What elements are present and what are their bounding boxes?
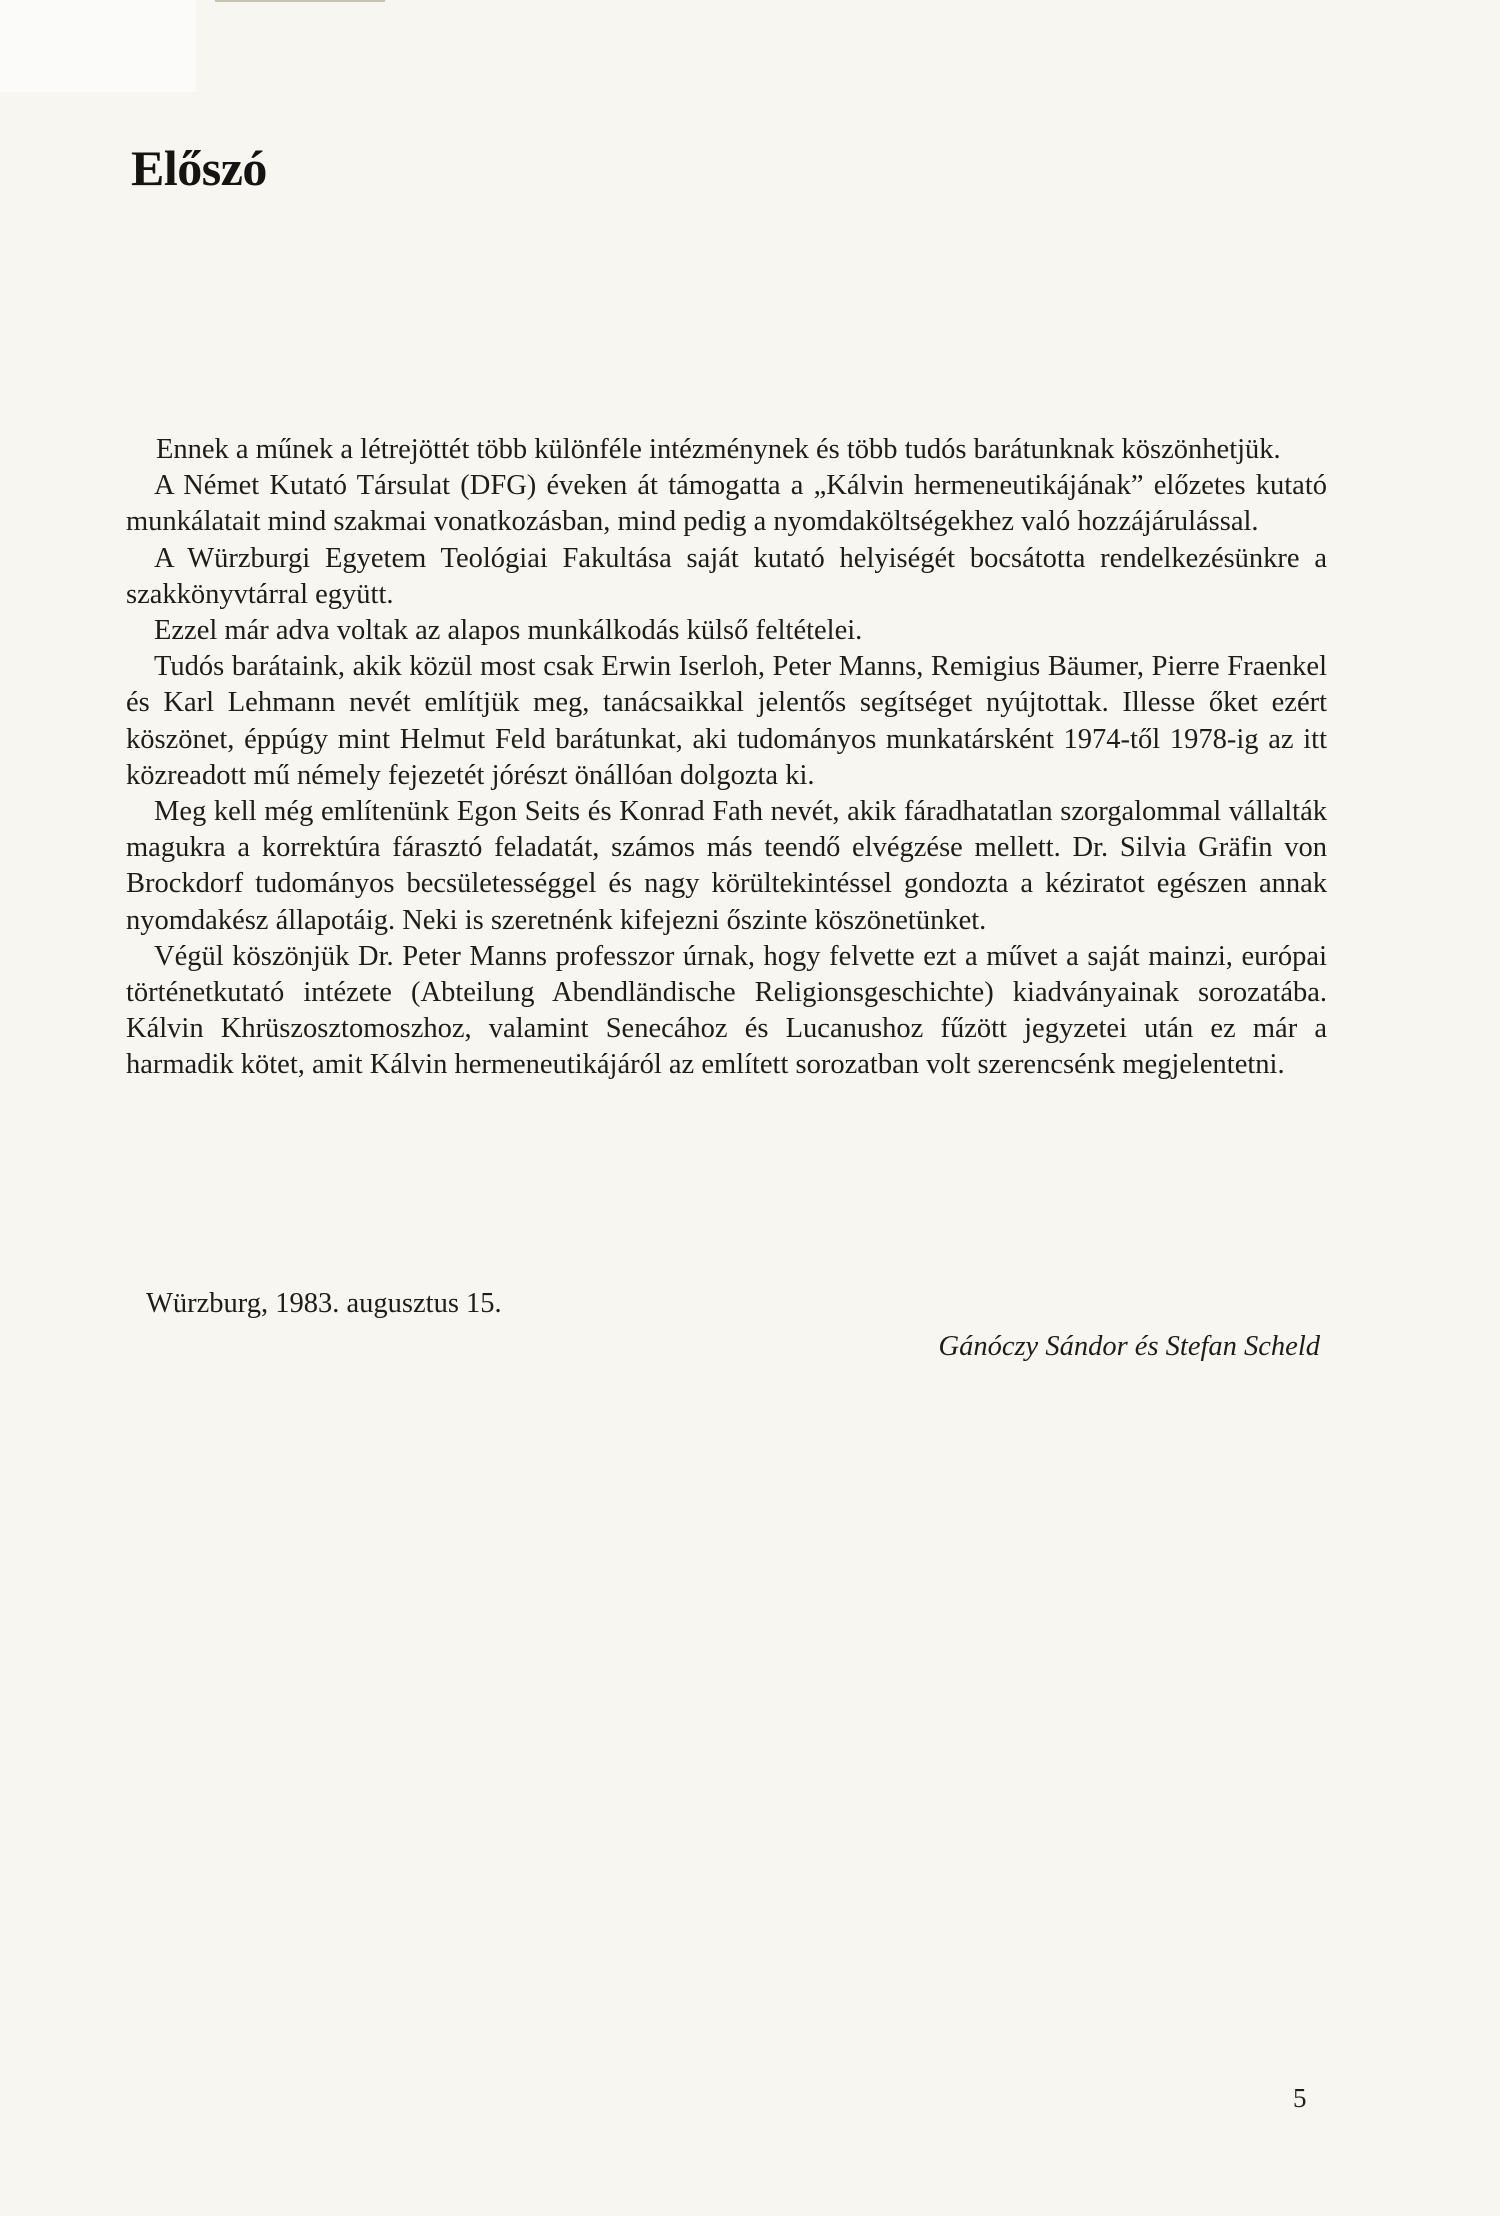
paragraph-proofreading: Meg kell még említenünk Egon Seits és Konrad Fath nevét, akik fáradhatatlan szorgalommal vállalták magukra a korrektúra fárasztó feladatát, számos más teendő elvégzése mellett. Dr. Silvia Gräfin von Brockdorf tudományos becsületességgel és nagy körültekintéssel gondozta a kéziratot egészen annak nyomdakész állapotáig. Neki is szeretnénk kifejezni őszinte köszönetünket. <box>126 796 1327 936</box>
paragraph-conditions: Ezzel már adva voltak az alapos munkálkodás külső feltételei. <box>154 615 863 647</box>
author-signature: Gánóczy Sándor és Stefan Scheld <box>938 1331 1320 1362</box>
page-number: 5 <box>1293 2083 1307 2113</box>
paragraph-dfg-support: A Német Kutató Társulat (DFG) éveken át támogatta a „Kálvin hermeneutikájának” előzetes kutató munkálatait mind szakmai vonatkozásban, mind pedig a nyomdaköltségekhez való hozzájárulással. <box>126 470 1327 538</box>
scan-edge-line <box>215 0 385 2</box>
paragraph-scholar-friends: Tudós barátaink, akik közül most csak Erwin Iserloh, Peter Manns, Remigius Bäumer, Pierre Fraenkel és Karl Lehmann nevét említjük meg, tanácsaikkal jelentős segítséget nyújtottak. Illesse őket ezért köszönet, éppúgy mint Helmut Feld barátunkat, aki tudományos munkatársként 1974-től 1978-ig az itt közreadott mű némely fejezetét jórészt önállóan dolgozta ki. <box>126 651 1327 791</box>
page-title: Előszó <box>131 140 267 196</box>
dateline: Würzburg, 1983. augusztus 15. <box>146 1288 502 1319</box>
preface-body <box>126 432 1327 1084</box>
paragraph-wurzburg-faculty: A Würzburgi Egyetem Teológiai Fakultása saját kutató helyiségét bocsátotta rendelkezésünkre a szakkönyvtárral együtt. <box>126 542 1327 610</box>
scan-margin <box>0 0 196 92</box>
paragraph-publication-series: Végül köszönjük Dr. Peter Manns professzor úrnak, hogy felvette ezt a művet a saját mainzi, európai történetkutató intézete (Abteilung Abendländische Religionsgeschichte) kiadványainak sorozatába. Kálvin Khrüszosztomoszhoz, valamint Senecához és Lucanushoz fűzött jegyzetei után ez már a harmadik kötet, amit Kálvin hermeneutikájáról az említett sorozatban volt szerencsénk megjelentetni. <box>126 940 1327 1081</box>
paragraph-acknowledgement-intro: Ennek a műnek a létrejöttét több különféle intézménynek és több tudós barátunknak köszönhetjük. <box>156 434 1281 465</box>
